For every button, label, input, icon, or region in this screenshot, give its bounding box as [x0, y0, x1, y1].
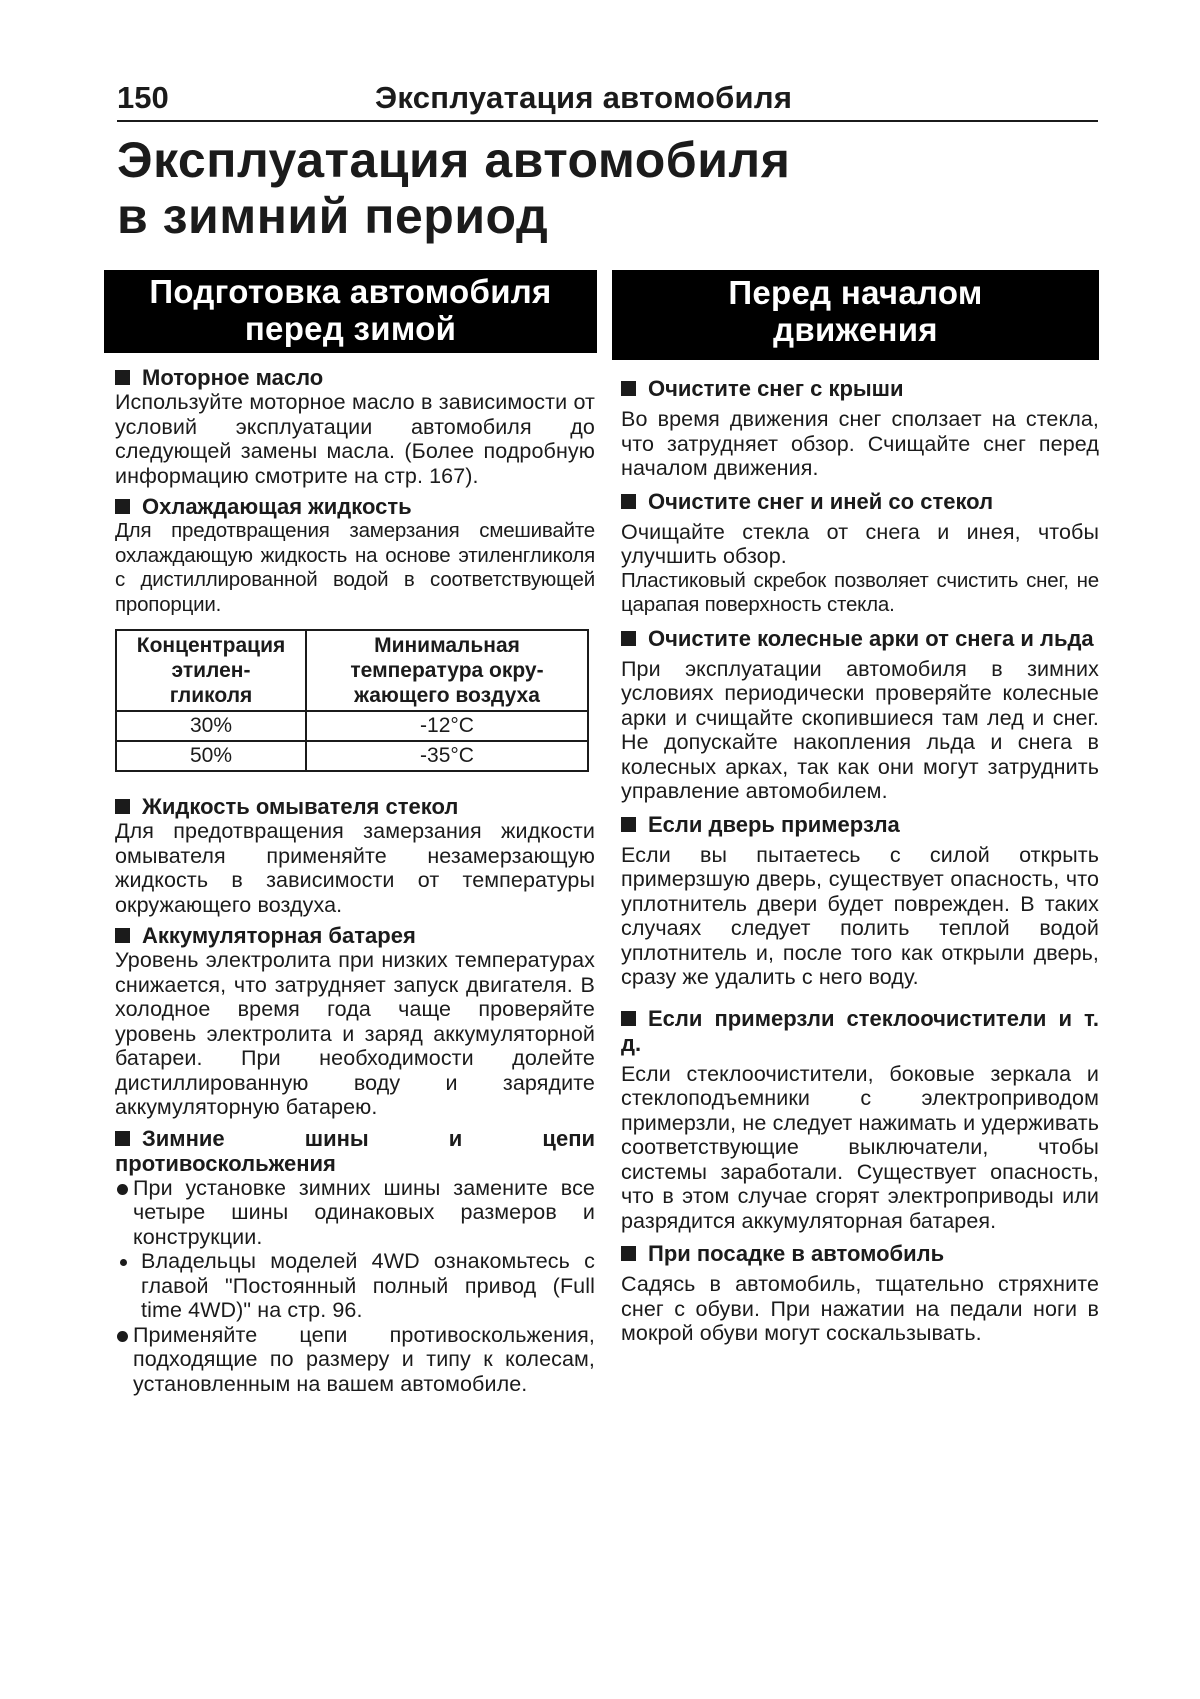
header-text: этилен-	[171, 659, 251, 682]
square-bullet-icon	[621, 381, 636, 396]
paragraph-coolant: Для предотвращения замерзания смешивайте охлаждающую жидкость на основе этиленгликоля с дистиллированной водой в соответствующей пропорции.	[115, 519, 595, 616]
header-text: Минимальная	[374, 634, 520, 657]
table-cell-concentration: 50%	[116, 741, 306, 771]
section-banner-before-driving	[612, 270, 1099, 360]
heading-roof-snow	[612, 376, 1099, 401]
heading-engine-oil	[105, 365, 595, 390]
heading-text: При посадке в автомобиль	[648, 1241, 945, 1266]
right-column	[612, 270, 1099, 1346]
heading-coolant	[105, 494, 595, 519]
table-header-row	[116, 630, 588, 711]
page-title	[117, 132, 1097, 244]
heading-text: Очистите снег с крыши	[648, 376, 904, 401]
heading-text: Моторное масло	[142, 365, 324, 390]
bullet-item-tires: При установке зимних шины замените все четыре шины одинаковых размеров и конструкции.	[105, 1176, 595, 1250]
page-title-line-2: в зимний период	[117, 188, 549, 244]
heading-boarding	[612, 1241, 1099, 1266]
square-bullet-icon	[621, 494, 636, 509]
header-text: жающего воздуха	[354, 684, 540, 707]
heading-text: Очистите колесные арки от снега и льда	[648, 625, 1094, 651]
heading-text: Охлаждающая жидкость	[142, 494, 412, 519]
paragraph-roof-snow: Во время движения снег сползает на стекла, что затрудняет обзор. Счищайте снег перед началом движения.	[621, 407, 1099, 480]
paragraph-wheel-arches: При эксплуатации автомобиля в зимних условиях периодически проверяйте колесные арки и счищайте скопившиеся там лед и снег. Не допускайте накопления льда и снега в колесных арках, так как они могут затруднить управление автомобилем.	[621, 656, 1099, 803]
square-bullet-icon	[621, 631, 636, 646]
paragraph-engine-oil: Используйте моторное масло в зависимости от условий эксплуатации автомобиля до следующей замены масла. (Более подробную информацию смотрите на стр. 167).	[115, 390, 595, 488]
coolant-concentration-table	[115, 629, 589, 772]
paragraph-frozen-wipers: Если стеклоочистители, боковые зеркала и стеклоподъемники с электроприводом примерзли, не следует нажимать и удерживать соответствующие выключатели, чтобы системы заработали. Существует опасность, что в этом случае сгорят электроприводы или разрядится аккумуляторная батарея.	[621, 1061, 1099, 1233]
heading-wheel-arches	[612, 626, 1099, 651]
running-header	[117, 78, 1098, 122]
paragraph-battery: Уровень электролита при низких температурах снижается, что затрудняет запуск двигателя. В холодное время года чаще проверяйте уровень электролита и заряд аккумуляторной батареи. При необходимости долейте дистиллированную воду и зарядите аккумуляторную батарею.	[115, 948, 595, 1119]
bullet-item-4wd: Владельцы моделей 4WD ознакомьтесь с главой "Постоянный полный привод (Full time 4WD)" на стр. 96.	[105, 1249, 595, 1323]
banner-line-2: движения	[773, 311, 938, 348]
heading-winter-tires	[105, 1126, 595, 1176]
square-bullet-icon	[115, 370, 130, 385]
heading-glass-snow	[612, 489, 1099, 514]
table-header-concentration	[116, 630, 306, 711]
square-bullet-icon	[115, 499, 130, 514]
header-text: температура окру-	[350, 659, 544, 682]
table-cell-temperature: -12°C	[306, 711, 588, 741]
table-row	[116, 741, 588, 771]
square-bullet-icon	[621, 817, 636, 832]
table-cell-concentration: 30%	[116, 711, 306, 741]
section-banner-winter-preparation	[104, 270, 597, 353]
heading-text: Если примерзли стеклоочистители и т. д.	[621, 1005, 1099, 1056]
square-bullet-icon	[115, 799, 130, 814]
paragraph-boarding: Садясь в автомобиль, тщательно стряхните снег с обуви. При нажатии на педали ноги в мокрой обуви могут соскальзывать.	[621, 1272, 1099, 1345]
table-header-temperature	[306, 630, 588, 711]
left-column	[105, 270, 595, 1396]
banner-line-1: Перед началом	[728, 274, 983, 311]
heading-text: Очистите снег и иней со стекол	[648, 488, 994, 514]
square-bullet-icon	[115, 1131, 130, 1146]
table-row	[116, 711, 588, 741]
heading-text: Если дверь примерзла	[648, 811, 900, 837]
heading-battery	[105, 923, 595, 948]
header-text: гликоля	[169, 684, 253, 707]
square-bullet-icon	[621, 1246, 636, 1261]
paragraph-scraper: Пластиковый скребок позволяет счистить снег, не царапая поверхность стекла.	[621, 568, 1099, 616]
page-number: 150	[117, 80, 169, 115]
page-title-line-1: Эксплуатация автомобиля	[117, 132, 791, 188]
paragraph-frozen-door: Если вы пытаетесь с силой открыть примерзшую дверь, существует опасность, что уплотнитель двери будет поврежден. В таких случаях следует полить теплой водой уплотнитель и, после того как открыли дверь, сразу же удалить с него воду.	[621, 842, 1099, 989]
heading-text: Зимние шины и цепи противоскольжения	[115, 1125, 595, 1176]
banner-line-2: перед зимой	[244, 310, 457, 347]
running-title: Эксплуатация автомобиля	[375, 80, 793, 115]
banner-line-1: Подготовка автомобиля	[149, 273, 552, 310]
paragraph-washer-fluid: Для предотвращения замерзания жидкости омывателя применяйте незамерзающую жидкость в зависимости от температуры окружающего воздуха.	[115, 819, 595, 917]
heading-washer-fluid	[105, 794, 595, 819]
header-text: Концентрация	[136, 634, 286, 657]
square-bullet-icon	[115, 928, 130, 943]
heading-frozen-wipers	[612, 1006, 1099, 1056]
heading-text: Аккумуляторная батарея	[142, 923, 416, 948]
heading-text: Жидкость омывателя стекол	[142, 794, 459, 819]
paragraph-glass-snow: Очищайте стекла от снега и инея, чтобы улучшить обзор.	[621, 519, 1099, 568]
heading-frozen-door	[612, 812, 1099, 837]
table-cell-temperature: -35°C	[306, 741, 588, 771]
square-bullet-icon	[621, 1011, 636, 1026]
bullet-item-chains: Применяйте цепи противоскольжения, подходящие по размеру и типу к колесам, установленным на вашем автомобиле.	[105, 1323, 595, 1397]
